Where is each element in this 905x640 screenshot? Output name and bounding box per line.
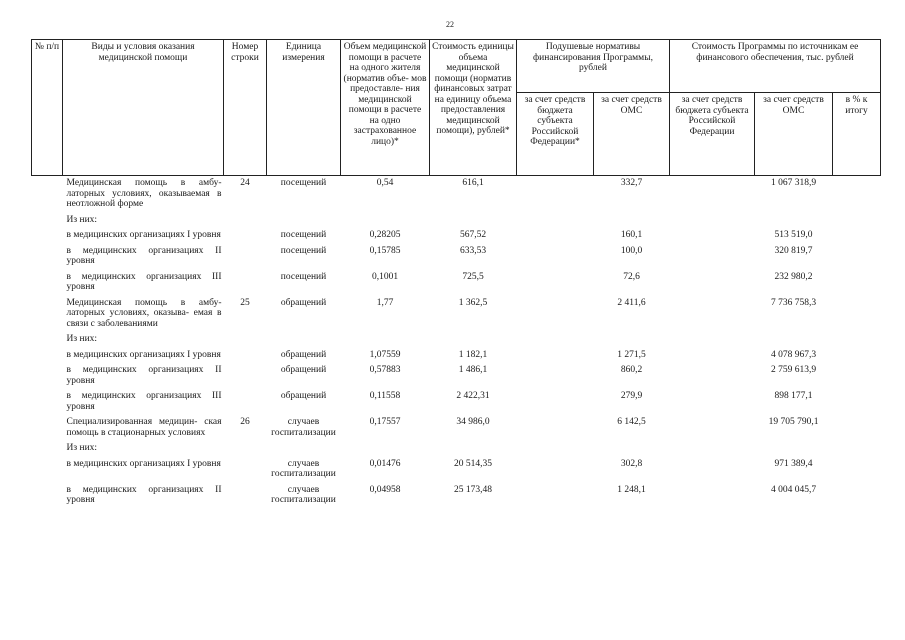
row-name: в медицинских организациях III уровня [66,391,222,412]
header-sub-budget: за счет средств бюджета субъекта Российской Федерации* [517,93,594,176]
table-body [32,176,881,509]
header-sub-oms2: за счет средств ОМС [755,93,833,176]
row-oms-total: 232 980,2 [774,271,813,282]
row-volume: 0,57883 [369,365,401,375]
row-name: Из них: [66,443,98,453]
row-unit: обращений [280,297,327,308]
row-number [224,483,267,509]
table-row [32,415,881,441]
row-unit: обращений [280,365,327,375]
row-name: Медицинская помощь в амбу- латорных условиях, оказыва- емая в связи с заболеваниями [66,297,222,329]
row-cost: 2 422,31 [456,391,490,401]
row-volume: 1,07559 [369,349,401,360]
row-volume: 0,28205 [369,230,401,240]
row-cost: 34 986,0 [456,417,490,427]
row-oms: 279,9 [620,391,643,401]
row-unit: посещений [280,271,327,282]
row-volume: 0,17557 [369,417,401,427]
row-name: Специализированная медицин- ская помощь в стационарных условиях [66,417,222,438]
row-oms-total: 320 819,7 [774,245,813,256]
row-number [224,457,267,483]
row-oms-total: 4 004 045,7 [770,484,817,495]
row-name: Из них: [66,334,98,344]
row-number [224,389,267,415]
row-unit: обращений [280,349,327,360]
row-volume: 0,11558 [369,391,401,401]
row-number [224,348,267,364]
row-oms: 100,0 [620,245,643,256]
table-row [32,270,881,296]
row-oms-total: 19 705 790,1 [768,417,819,427]
row-number [224,228,267,244]
page-number: 22 [446,20,454,29]
row-oms: 6 142,5 [617,417,646,427]
table-row [32,441,881,457]
table-row [32,176,881,213]
table-row [32,213,881,229]
row-oms: 302,8 [620,458,643,469]
row-number [224,270,267,296]
table-row [32,228,881,244]
table-header [32,40,881,176]
row-unit: посещений [280,230,327,240]
row-name: в медицинских организациях II уровня [66,365,222,386]
row-number [224,244,267,270]
row-oms-total: 898 177,1 [774,391,813,401]
row-cost: 616,1 [462,178,484,188]
row-volume: 0,54 [376,178,394,188]
row-oms: 160,1 [620,230,643,240]
row-volume: 0,15785 [369,245,401,256]
row-name: в медицинских организациях I уровня [66,230,221,240]
row-number: 25 [240,297,250,308]
row-oms-total: 2 759 613,9 [770,365,817,375]
table-row [32,296,881,333]
row-number: 26 [240,417,250,427]
row-name: в медицинских организациях III уровня [66,271,222,292]
row-cost: 1 486,1 [458,365,488,375]
row-oms: 332,7 [620,178,643,188]
row-unit: случаев госпитализации [271,484,336,505]
row-number: 24 [240,178,250,188]
header-sub-oms: за счет средств ОМС [594,93,670,176]
header-sub-percent: в % к итогу [833,93,881,176]
program-cost-table [31,39,881,509]
row-unit: случаев госпитализации [271,417,336,438]
row-cost: 1 182,1 [458,349,488,360]
row-volume: 1,77 [376,297,394,308]
row-name: в медицинских организациях II уровня [66,484,222,505]
row-name: Из них: [66,214,98,225]
row-unit: обращений [280,391,327,401]
table-row [32,457,881,483]
header-unit: Единица измерения [267,40,341,176]
row-oms: 1 248,1 [617,484,646,495]
header-row-num: Номер строки [224,40,267,176]
row-volume: 0,01476 [369,458,401,469]
row-oms-total: 4 078 967,3 [770,349,817,360]
row-cost: 725,5 [462,271,484,282]
header-num: № п/п [32,40,63,176]
row-oms-total: 1 067 318,9 [770,178,817,188]
row-cost: 633,53 [459,245,487,256]
row-unit: случаев госпитализации [271,458,336,479]
row-name: в медицинских организациях II уровня [66,245,222,266]
row-unit: посещений [280,245,327,256]
header-types: Виды и условия оказания медицинской помощи [63,40,224,176]
header-sub-budget2: за счет средств бюджета субъекта Российской Федерации [670,93,755,176]
header-cost: Стоимость единицы объема медицинской помощи (норматив финансовых затрат на единицу объема предоставления медицинской помощи), рублей* [430,40,517,176]
row-cost: 567,52 [459,230,487,240]
row-number [224,363,267,389]
row-oms: 2 411,6 [617,297,646,308]
row-name: в медицинских организациях I уровня [66,458,221,469]
table-row [32,348,881,364]
row-oms: 1 271,5 [617,349,646,360]
header-volume: Объем медицинской помощи в расчете на одного жителя (норматив объе- мов предоставле- ния медицинской помощи в расчете на одно застрахованное лицо)* [341,40,430,176]
row-name: в медицинских организациях I уровня [66,349,221,360]
row-oms: 860,2 [620,365,643,375]
table-row [32,363,881,389]
row-oms: 72,6 [623,271,640,282]
row-volume: 0,04958 [369,484,401,495]
row-name: Медицинская помощь в амбу- латорных условиях, оказываемая в неотложной форме [66,178,222,209]
row-cost: 25 173,48 [454,484,492,495]
row-volume: 0,1001 [371,271,399,282]
header-per-capita: Подушевые нормативы финансирования Программы, рублей [517,40,670,93]
table-row [32,244,881,270]
row-unit: посещений [280,178,327,188]
row-cost: 20 514,35 [454,458,492,469]
table-row [32,389,881,415]
header-program-cost: Стоимость Программы по источникам ее финансового обеспечения, тыс. рублей [670,40,881,93]
table-row [32,483,881,509]
row-cost: 1 362,5 [458,297,488,308]
row-oms-total: 971 389,4 [774,458,813,469]
table-row [32,332,881,348]
row-oms-total: 513 519,0 [774,230,813,240]
row-oms-total: 7 736 758,3 [770,297,817,308]
